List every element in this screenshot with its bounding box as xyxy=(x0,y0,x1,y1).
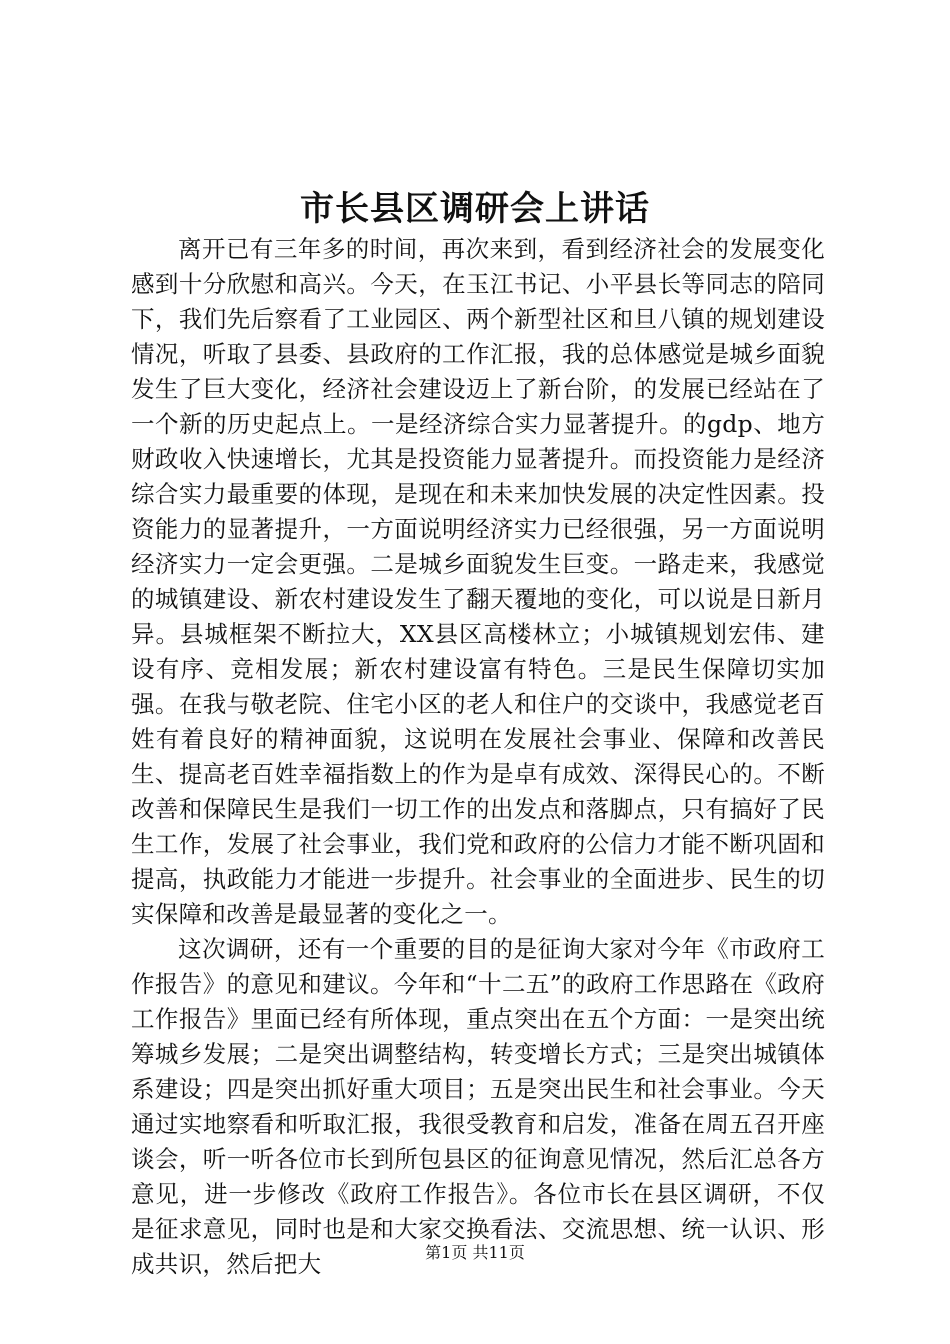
paragraph-2: 这次调研，还有一个重要的目的是征询大家对今年《市政府工作报告》的意见和建议。今年和“十二五”的政府工作思路在《政府工作报告》里面已经有所体现，重点突出在五个方面：一是突出统筹城乡发展；二是突出调整结构，转变增长方式；三是突出城镇体系建设；四是突出抓好重大项目；五是突出民生和社会事业。今天通过实地察看和听取汇报，我很受教育和启发，准备在周五召开座谈会，听一听各位市长到所包县区的征询意见情况，然后汇总各方意见，进一步修改《政府工作报告》。各位市长在县区调研，不仅是征求意见，同时也是和大家交换看法、交流思想、统一认识、形成共识，然后把大 xyxy=(131,935,825,1278)
paragraph-1: 离开已有三年多的时间，再次来到，看到经济社会的发展变化感到十分欣慰和高兴。今天，在玉江书记、小平县长等同志的陪同下，我们先后察看了工业园区、两个新型社区和旦八镇的规划建设情况，听取了县委、县政府的工作汇报，我的总体感觉是城乡面貌发生了巨大变化，经济社会建设迈上了新台阶，的发展已经站在了一个新的历史起点上。一是经济综合实力显著提升。的gdp、地方财政收入快速增长，尤其是投资能力显著提升。而投资能力是经济综合实力最重要的体现，是现在和未来加快发展的决定性因素。投资能力的显著提升，一方面说明经济实力已经很强，另一方面说明经济实力一定会更强。二是城乡面貌发生巨变。一路走来，我感觉的城镇建设、新农村建设发生了翻天覆地的变化，可以说是日新月异。县城框架不断拉大，XX县区高楼林立；小城镇规划宏伟、建设有序、竞相发展；新农村建设富有特色。三是民生保障切实加强。在我与敬老院、住宅小区的老人和住户的交谈中，我感觉老百姓有着良好的精神面貌，这说明在发展社会事业、保障和改善民生、提高老百姓幸福指数上的作为是卓有成效、深得民心的。不断改善和保障民生是我们一切工作的出发点和落脚点，只有搞好了民生工作，发展了社会事业，我们党和政府的公信力才能不断巩固和提高，执政能力才能进一步提升。社会事业的全面进步、民生的切实保障和改善是最显著的变化之一。 xyxy=(131,235,825,928)
page-footer xyxy=(0,1242,950,1264)
page-total: 共11页 xyxy=(472,1243,525,1262)
document-title: 市长县区调研会上讲话 xyxy=(300,189,650,229)
document-body xyxy=(131,232,825,1282)
page-number: 第1页 xyxy=(425,1243,468,1262)
